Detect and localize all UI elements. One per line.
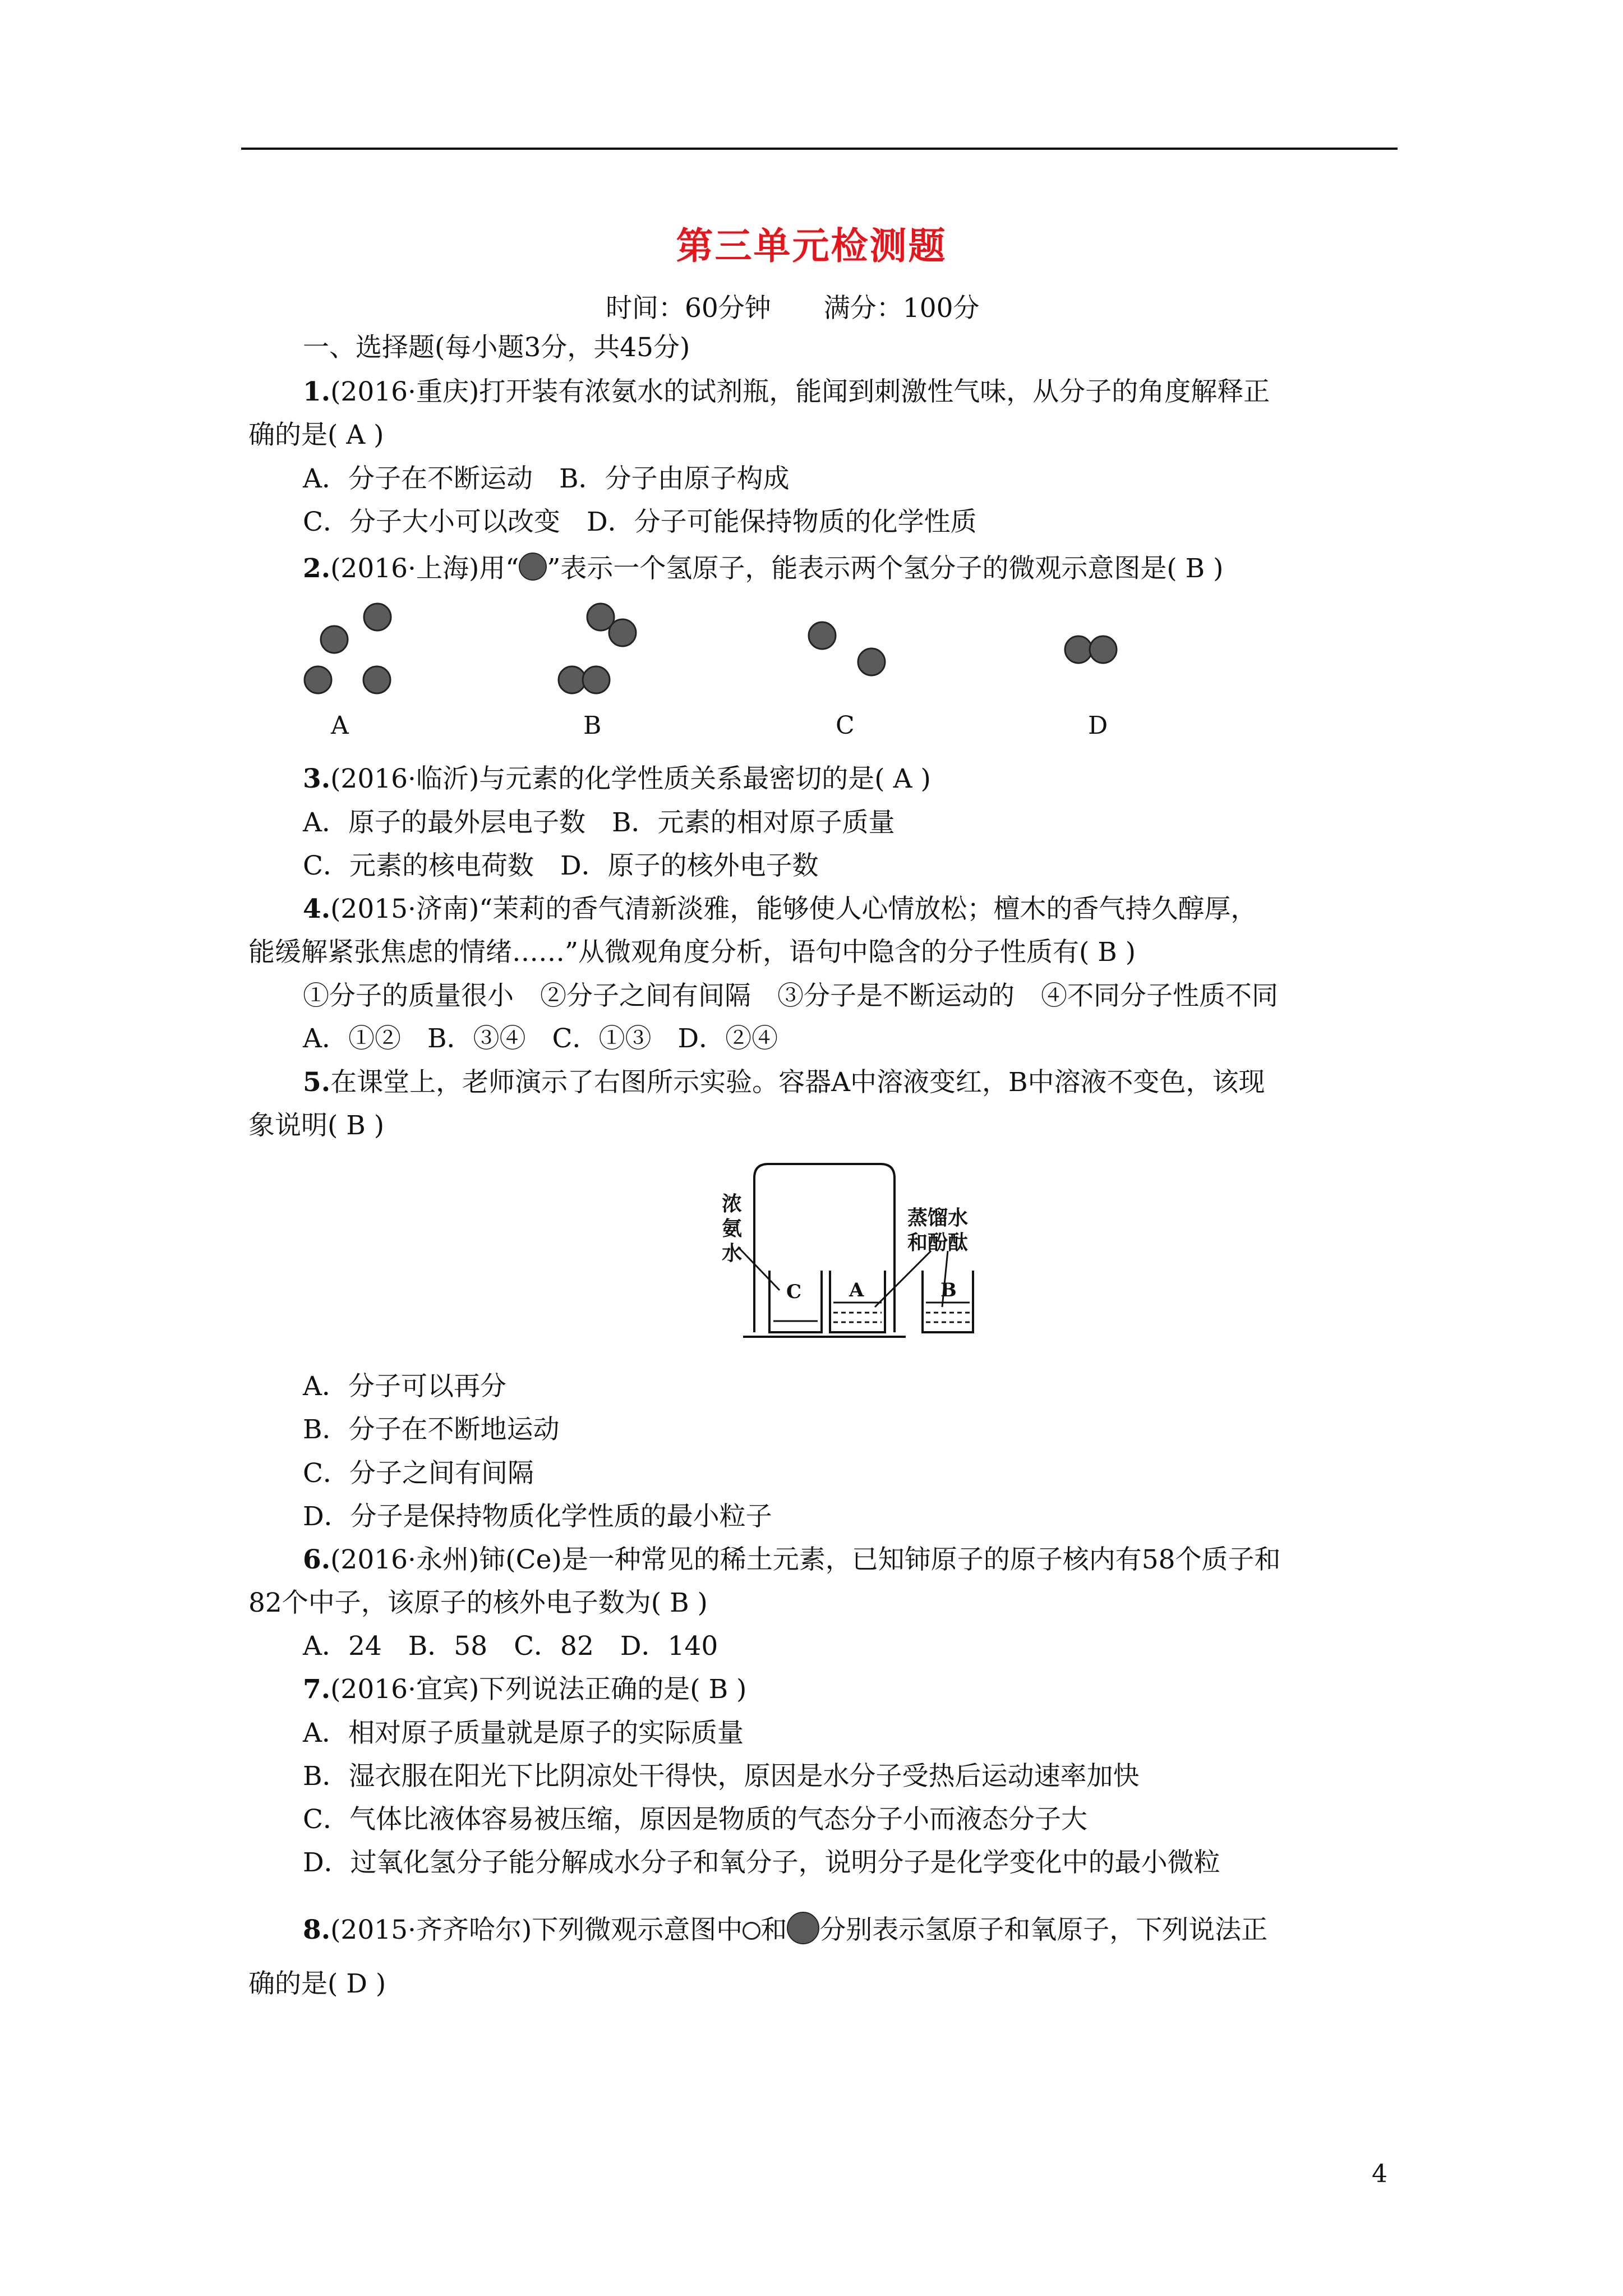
option-d-label: D [1088,711,1108,740]
question-6: 6.(2016·永州)铈(Ce)是一种常见的稀土元素，已知铈原子的原子核内有58个质子和 [303,1544,1281,1575]
fig-right-label: 蒸馏水 和酚酞 [907,1207,969,1254]
question-3-options-2: C．元素的核电荷数 D．原子的核外电子数 [303,850,819,881]
exam-meta: 时间：60分钟 满分：100分 [606,293,980,324]
option-c-label: C [836,711,855,740]
question-1-cont: 确的是( A ) [248,420,384,450]
question-3: 3.(2016·临沂)与元素的化学性质关系最密切的是( A ) [303,763,931,794]
question-6-options: A．24 B．58 C．82 D．140 [303,1631,718,1662]
question-7-option-c: C．气体比液体容易被压缩，原因是物质的气态分子小而液态分子大 [303,1804,1087,1835]
question-1-options-2: C．分子大小可以改变 D．分子可能保持物质的化学性质 [303,507,977,537]
question-5-option-d: D．分子是保持物质化学性质的最小粒子 [303,1501,772,1532]
beaker-b-label: B [940,1279,957,1301]
question-6-cont: 82个中子，该原子的核外电子数为( B ) [248,1588,708,1618]
question-7: 7.(2016·宜宾)下列说法正确的是( B ) [303,1674,747,1705]
question-8-cont: 确的是( D ) [248,1968,386,1999]
option-b-label: B [583,711,602,740]
hydrogen-atom-icon [743,1922,760,1940]
question-7-option-a: A．相对原子质量就是原子的实际质量 [303,1718,744,1749]
question-1: 1.(2016·重庆)打开装有浓氨水的试剂瓶，能闻到刺激性气味，从分子的角度解释正 [303,376,1270,407]
question-5-option-b: B．分子在不断地运动 [303,1414,560,1445]
bell-jar [754,1164,895,1332]
beaker-a-label: A [849,1279,864,1301]
oxygen-atom-icon [787,1912,819,1944]
question-5: 5.在课堂上，老师演示了右图所示实验。容器A中溶液变红，B中溶液不变色，该现 [303,1067,1265,1098]
question-1-options-1: A．分子在不断运动 B．分子由原子构成 [303,463,790,494]
question-7-option-d: D．过氧化氢分子能分解成水分子和氧分子，说明分子是化学变化中的最小微粒 [303,1847,1220,1878]
question-2: 2.(2016·上海)用“ ”表示一个氢原子，能表示两个氢分子的微观示意图是( B ) [303,553,1224,584]
question-4-options: A．①② B．③④ C．①③ D．②④ [303,1023,778,1054]
option-a-label: A [331,711,349,740]
question-4: 4.(2015·济南)“茉莉的香气清新淡雅，能够使人心情放松；檀木的香气持久醇厚， [303,894,1257,924]
page-number: 4 [1372,2160,1387,2188]
beaker-c-label: C [786,1281,802,1303]
page-title: 第三单元检测题 [676,224,947,268]
section-heading: 一、选择题(每小题3分，共45分) [303,332,690,363]
question-4-cont: 能缓解紧张焦虑的情绪……”从微观角度分析，语句中隐含的分子性质有( B ) [248,937,1136,968]
question-4-statements: ①分子的质量很小 ②分子之间有间隔 ③分子是不断运动的 ④不同分子性质不同 [303,981,1278,1011]
question-5-cont: 象说明( B ) [248,1110,385,1141]
question-7-option-b: B．湿衣服在阳光下比阴凉处干得快，原因是水分子受热后运动速率加快 [303,1761,1140,1792]
leader-line-left [739,1248,780,1290]
fig-left-label: 浓 氨 水 [721,1193,742,1265]
question-3-options-1: A．原子的最外层电子数 B．元素的相对原子质量 [303,807,895,838]
question-5-option-c: C．分子之间有间隔 [303,1458,534,1489]
question-8: 8.(2015·齐齐哈尔)下列微观示意图中 和 分别表示氢原子和氧原子，下列说法正 [303,1912,1267,1944]
question-5-option-a: A．分子可以再分 [303,1371,506,1402]
